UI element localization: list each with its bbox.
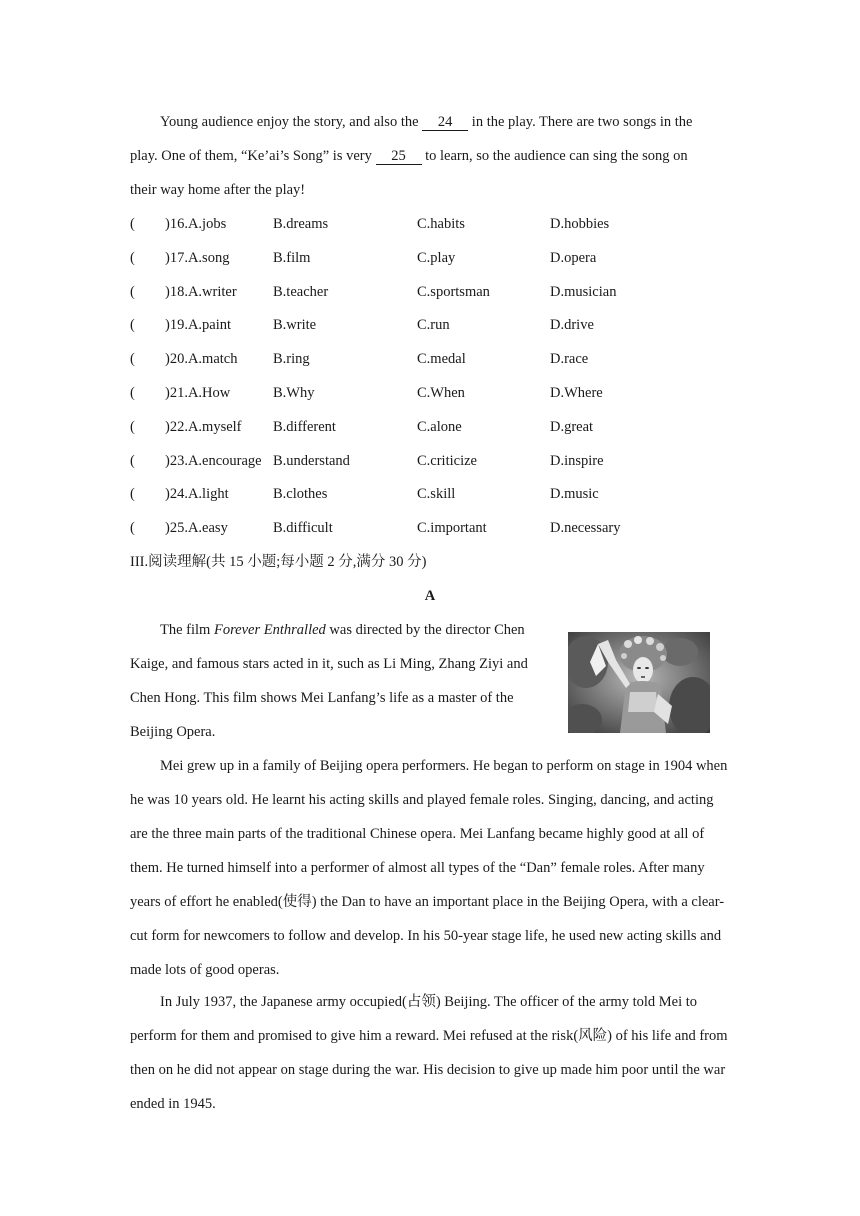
option-b: B.film [273, 249, 311, 266]
option-a: )17.A.song [165, 249, 230, 266]
film-title: Forever Enthralled [213, 622, 326, 638]
question-row [130, 410, 730, 444]
opera-performer-photo [568, 632, 710, 733]
option-d: D.hobbies [550, 216, 610, 232]
passage-p1 [130, 613, 560, 749]
option-d: D.music [550, 486, 599, 503]
question-row [130, 477, 730, 511]
intro-line-3: their way home after the play! [130, 182, 306, 198]
intro-text-2a: play. One of them, “Ke’ai’s Song” is very [130, 148, 376, 164]
option-a: )19.A.paint [165, 317, 232, 334]
option-c: C.sportsman [417, 283, 490, 300]
answer-paren: ( [130, 452, 135, 469]
option-b: B.teacher [273, 283, 329, 300]
option-d: D.Where [550, 385, 603, 401]
option-d: D.great [550, 418, 594, 435]
option-b: B.different [273, 418, 336, 435]
answer-paren: ( [130, 216, 135, 232]
option-c: C.alone [417, 418, 462, 435]
answer-paren: ( [130, 249, 135, 266]
question-row [130, 308, 730, 342]
passage-title: A [424, 588, 436, 604]
p1-line-3: Chen Hong. This film shows Mei Lanfang’s life as a master of the [130, 690, 514, 706]
answer-paren: ( [130, 520, 135, 537]
option-c: C.run [417, 317, 450, 334]
option-c: C.habits [417, 216, 465, 232]
p1-text-b: was directed by the director Chen [325, 622, 525, 638]
question-row [130, 241, 730, 275]
option-b: B.Why [273, 385, 315, 401]
option-a: )25.A.easy [165, 520, 228, 537]
option-b: B.write [273, 317, 317, 334]
intro-line-1 [130, 105, 730, 139]
option-c: C.important [417, 520, 487, 537]
option-d: D.musician [550, 283, 617, 300]
option-d: D.necessary [550, 520, 621, 537]
option-a: )23.A.encourage [165, 452, 262, 469]
blank-25: 25 [376, 148, 422, 165]
option-a: )18.A.writer [165, 283, 237, 300]
p1-line-2: Kaige, and famous stars acted in it, such as Li Ming, Zhang Ziyi and [130, 656, 528, 672]
answer-paren: ( [130, 418, 135, 435]
answer-paren: ( [130, 317, 135, 334]
option-b: B.understand [273, 452, 350, 469]
blank-24: 24 [422, 114, 468, 131]
question-row [130, 342, 730, 376]
option-b: B.clothes [273, 486, 328, 503]
answer-paren: ( [130, 385, 135, 401]
option-d: D.inspire [550, 452, 604, 469]
option-a: )24.A.light [165, 486, 229, 503]
intro-line-2 [130, 139, 730, 173]
option-a: )21.A.How [165, 385, 231, 401]
question-row [130, 207, 730, 241]
passage-p3: In July 1937, the Japanese army occupied(占领) Beijing. The officer of the army told Mei to perform for them and promised to give him a reward. Mei refused at the risk(风险) of his life and from then on he did not appear on stage during the war. His decision to give up made him poor until the war ended in 1945. [130, 994, 728, 1112]
option-c: C.play [417, 249, 456, 266]
intro-text-2b: to learn, so the audience can sing the song on [421, 148, 688, 164]
answer-paren: ( [130, 283, 135, 300]
option-b: B.difficult [273, 520, 333, 537]
option-c: C.medal [417, 351, 466, 368]
passage-p2: Mei grew up in a family of Beijing opera performers. He began to perform on stage in 1904 when he was 10 years old. He learnt his acting skills and played female roles. Singing, dancing, and acting are the three main parts of the traditional Chinese opera. Mei Lanfang became highly good at all of them. He turned himself into a performer of almost all types of the “Dan” female roles. After many years of effort he enabled(使得) the Dan to have an important place in the Beijing Opera, with a clear-cut form for newcomers to follow and develop. In his 50-year stage life, he used new acting skills and made lots of good operas. [130, 758, 728, 978]
question-row [130, 511, 730, 545]
option-a: )20.A.match [165, 351, 238, 368]
p1-text-a: The film [160, 622, 214, 638]
section-heading: III.阅读理解(共 15 小题;每小题 2 分,满分 30 分) [130, 554, 427, 570]
option-d: D.race [550, 351, 589, 368]
intro-text-1a: Young audience enjoy the story, and also the [160, 114, 423, 130]
option-a: )22.A.myself [165, 418, 242, 435]
option-d: D.opera [550, 249, 597, 266]
question-row [130, 376, 730, 410]
option-a: )16.A.jobs [165, 216, 227, 232]
option-c: C.skill [417, 486, 456, 503]
option-b: B.dreams [273, 216, 329, 232]
option-c: C.criticize [417, 452, 477, 469]
question-row [130, 275, 730, 309]
answer-paren: ( [130, 351, 135, 368]
question-row [130, 444, 730, 478]
answer-paren: ( [130, 486, 135, 503]
option-d: D.drive [550, 317, 594, 334]
p1-line-4: Beijing Opera. [130, 724, 216, 740]
option-c: C.When [417, 385, 465, 401]
intro-text-1b: in the play. There are two songs in the [468, 114, 693, 130]
option-b: B.ring [273, 351, 310, 368]
